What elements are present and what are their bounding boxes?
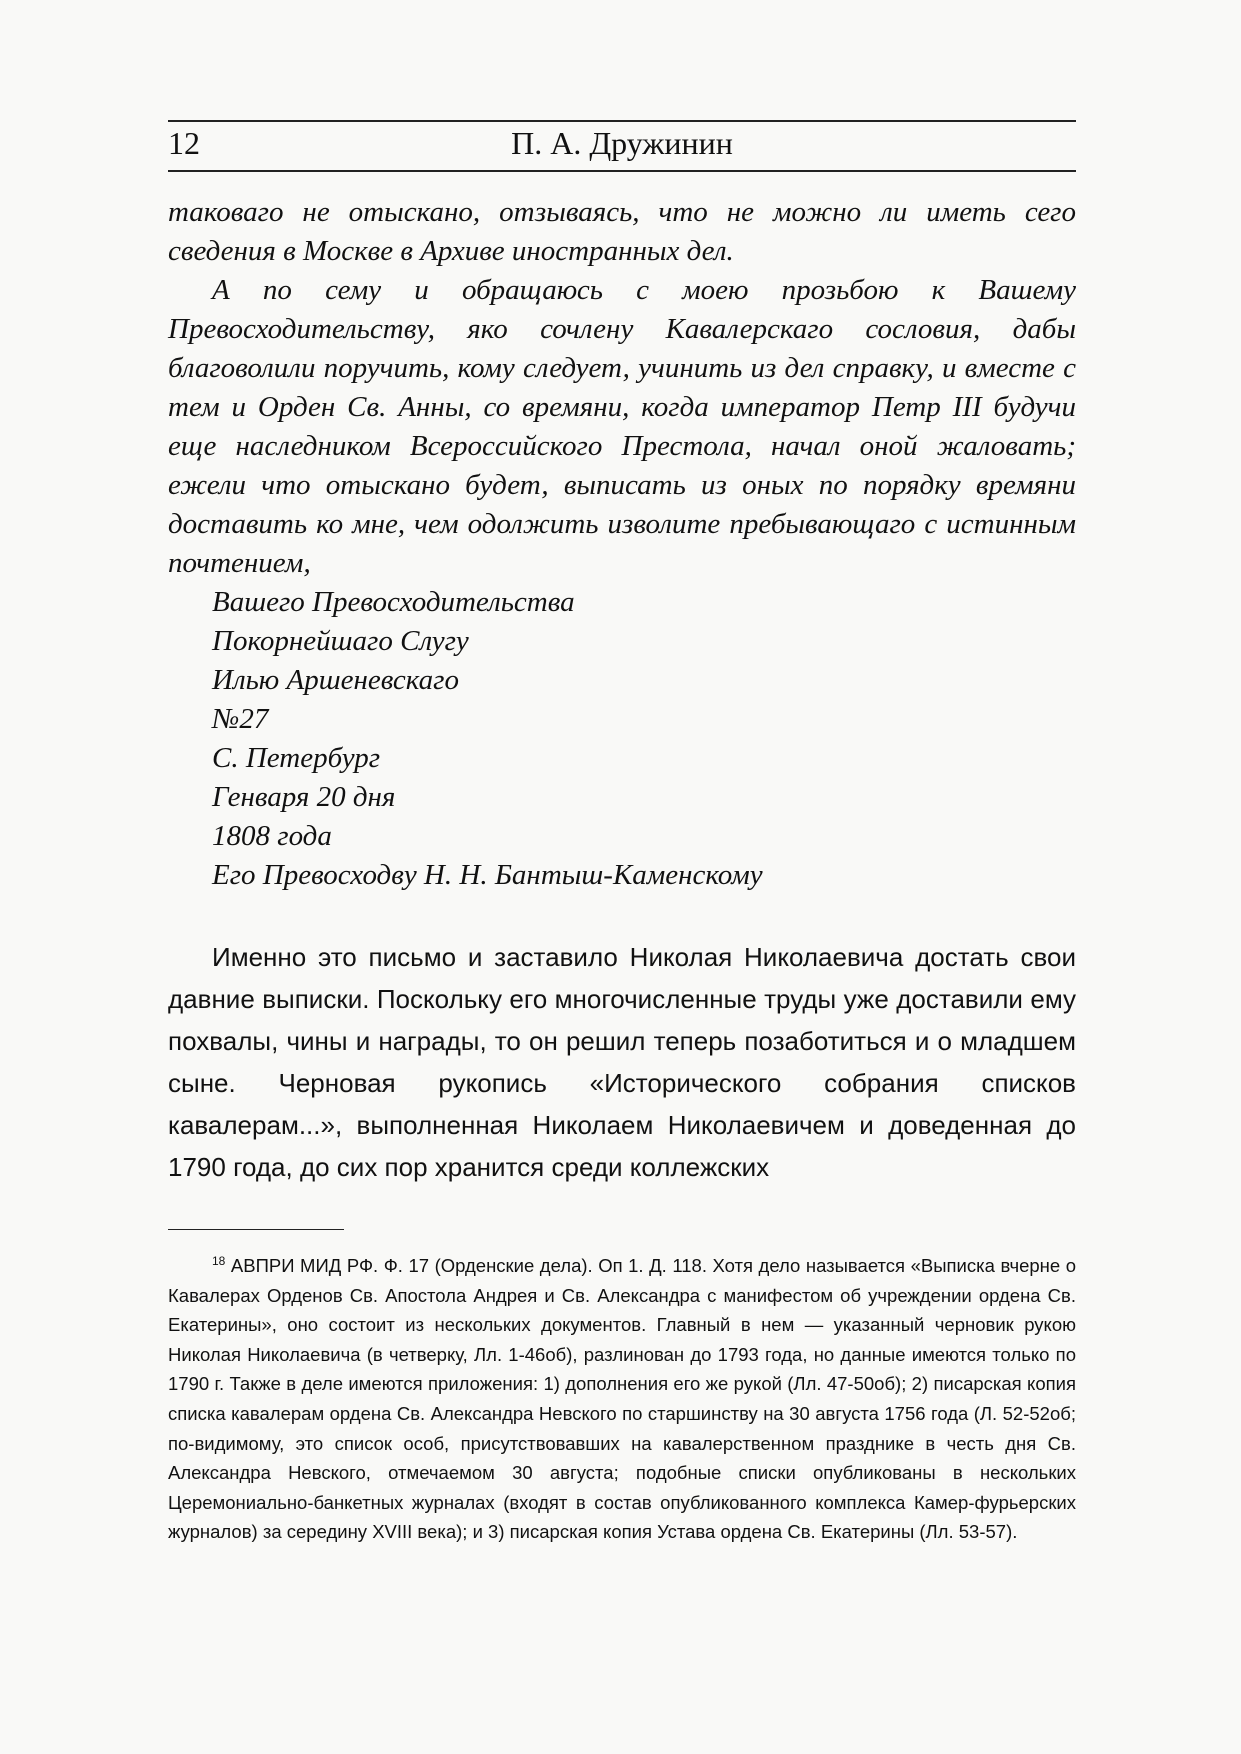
footnote-text: АВПРИ МИД РФ. Ф. 17 (Орденские дела). Оп 1. Д. 118. Хотя дело называется «Выписка вчерне о Кавалерах Орденов Св. Апостола Андрея и Св. Александра с манифестом об учреждении ордена Св. Екатерины», оно состоит из нескольких документов. Главный в нем — указанный черновик рукою Николая Николаевича (в четверку, Лл. 1-46об), разлинован до 1793 года, но данные имеются только по 1790 г. Также в деле имеются приложения: 1) дополнения его же рукой (Лл. 47-50об); 2) писарская копия списка кавалерам ордена Св. Александра Невского по старшинству на 30 августа 1756 года (Л. 52-52об; по-видимому, это список особ, присутствовавших на кавалерственном празднике в честь дня Св. Александра Невского, отмечаемом 30 августа; подобные списки опубликованы в нескольких Церемониально-банкетных журналах (входят в состав опубликованного комплекса Камер-фурьерских журналов) за середину XVIII века); и 3) писарская копия Устава ордена Св. Екатерины (Лл. 53-57).: [168, 1255, 1076, 1543]
running-head: П. А. Дружинин: [511, 125, 733, 161]
signature-line: С. Петербург: [212, 742, 381, 774]
signature-line: Илью Аршеневскаго: [212, 664, 459, 696]
quoted-letter: [168, 193, 1076, 895]
signature-line: Его Превосходву Н. Н. Бантыш-Каменскому: [212, 859, 763, 891]
page-number: 12: [168, 125, 200, 161]
footnote-number: 18: [212, 1253, 226, 1268]
page-header: [168, 120, 1076, 172]
signature-line: Вашего Превосходительства: [212, 586, 575, 618]
signature-line: №27: [212, 703, 269, 735]
signature-line: Генваря 20 дня: [212, 781, 396, 813]
footnote-divider: [168, 1229, 344, 1230]
letter-paragraph: А по сему и обращаюсь с моею прозьбою к Вашему Превосходительству, яко сочлену Кавалерскаго сословия, дабы благоволили поручить, кому следует, учинить из дел справку, и вместе с тем и Орден Св. Анны, со времяни, когда император Петр III будучи еще наследником Всероссийского Престола, начал оной жаловать; ежели что отыскано будет, выписать из оных по порядку времяни доставить ко мне, чем одолжить изволите пребывающаго с истинным почтением,: [168, 274, 1076, 579]
signature-line: Покорнейшаго Слугу: [212, 625, 469, 657]
body-paragraph: Именно это письмо и заставило Николая Николаевича достать свои давние выписки. Поскольку его многочисленные труды уже доставили ему похвалы, чины и награды, то он решил теперь позаботиться и о младшем сыне. Черновая рукопись «Исторического собрания списков кавалерам...», выполненная Николаем Николаевичем и доведенная до 1790 года, до сих пор хранится среди коллежских: [168, 942, 1076, 1182]
footnote: [168, 1251, 1076, 1547]
letter-paragraph: таковаго не отыскано, отзываясь, что не можно ли иметь сего сведения в Москве в Архиве иностранных дел.: [168, 196, 1076, 267]
letter-signature: [212, 583, 1076, 895]
signature-line: 1808 года: [212, 820, 332, 852]
